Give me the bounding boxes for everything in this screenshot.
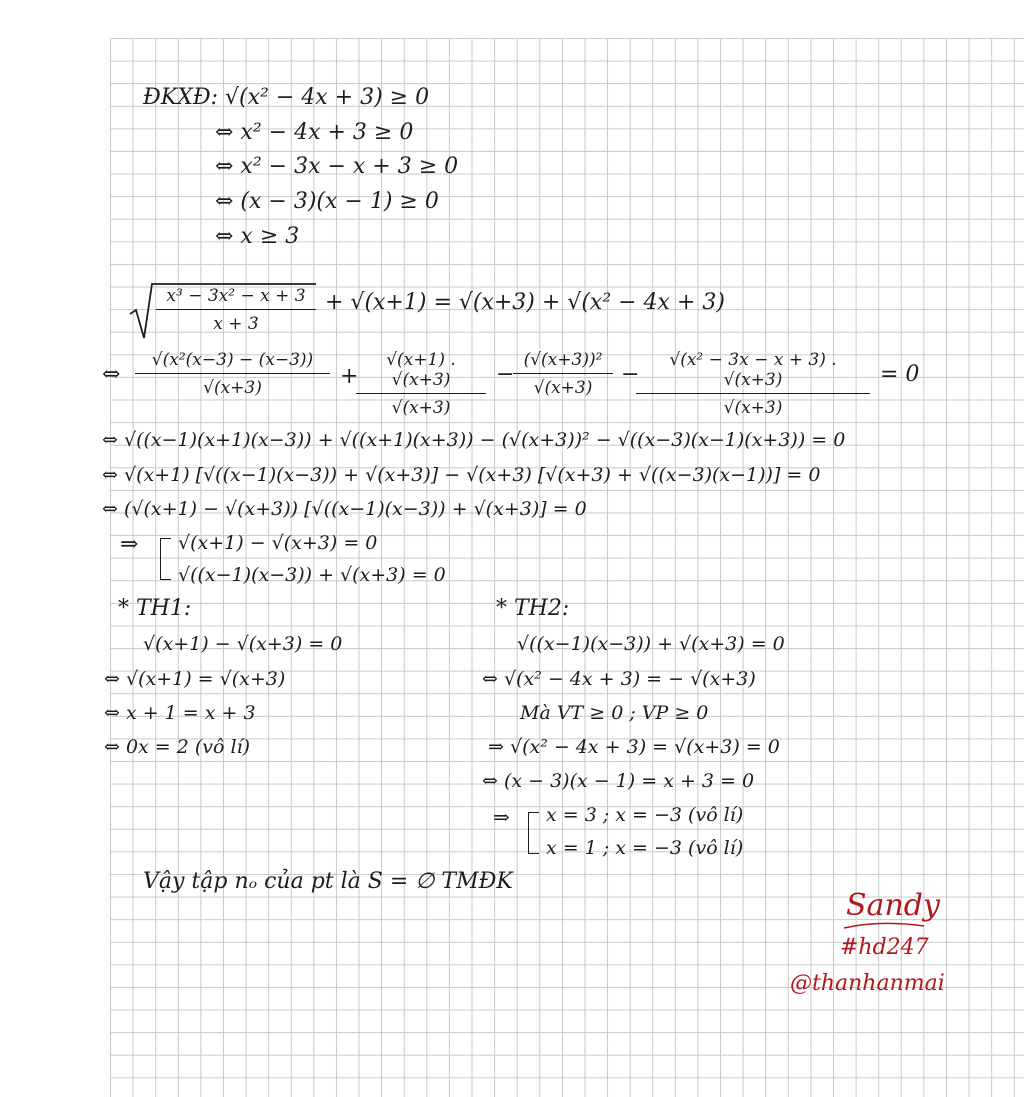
step4: ⇔ (√(x+1) − √(x+3)) [√((x−1)(x−3)) + √(x+3)] = 0 bbox=[102, 498, 587, 520]
main-equation-numerator: x³ − 3x² − x + 3 bbox=[156, 286, 316, 310]
case2-implies: ⇒ bbox=[493, 805, 510, 829]
step1-fraction-2-den: √(x+3) bbox=[391, 398, 451, 418]
case2-bracket bbox=[528, 812, 539, 854]
case1-line-2: ⇔ √(x+1) = √(x+3) bbox=[104, 668, 286, 690]
case2-line-5: ⇔ (x − 3)(x − 1) = x + 3 = 0 bbox=[482, 770, 755, 792]
step5-option-a: √(x+1) − √(x+3) = 0 bbox=[178, 532, 378, 554]
step5-option-b: √((x−1)(x−3)) + √(x+3) = 0 bbox=[178, 564, 446, 586]
signature-name: Sandy bbox=[846, 888, 940, 923]
step1-fraction-1-num: √(x²(x−3) − (x−3)) bbox=[135, 350, 330, 374]
step1-minus: − bbox=[496, 362, 515, 387]
step1-fraction-2 bbox=[356, 350, 486, 418]
step2: ⇔ √((x−1)(x+1)(x−3)) + √((x+1)(x+3)) − (√(x+3))² − √((x−3)(x−1)(x+3)) = 0 bbox=[102, 429, 846, 451]
step1-fraction-4 bbox=[636, 350, 870, 418]
step1-implies: ⇔ bbox=[102, 362, 121, 387]
step1-fraction-3-den: √(x+3) bbox=[533, 378, 593, 398]
step1-equals-zero: = 0 bbox=[880, 362, 920, 387]
step1-fraction-3 bbox=[513, 350, 613, 398]
main-equation-denominator: x + 3 bbox=[213, 314, 259, 334]
step3: ⇔ √(x+1) [√((x−1)(x−3)) + √(x+3)] − √(x+3) [√(x+3) + √((x−3)(x−1))] = 0 bbox=[102, 464, 821, 486]
case1-line-4: ⇔ 0x = 2 (vô lí) bbox=[104, 736, 251, 758]
condition-line-4: ⇔ (x − 3)(x − 1) ≥ 0 bbox=[215, 189, 439, 214]
signature-underline bbox=[840, 918, 930, 936]
case1-title: * TH1: bbox=[118, 596, 192, 621]
step1-fraction-2-num: √(x+1) . √(x+3) bbox=[356, 350, 486, 394]
main-equation-fraction bbox=[156, 286, 316, 334]
case2-option-a: x = 3 ; x = −3 (vô lí) bbox=[546, 804, 744, 826]
condition-line-3: ⇔ x² − 3x − x + 3 ≥ 0 bbox=[215, 154, 459, 179]
case2-line-4: ⇒ √(x² − 4x + 3) = √(x+3) = 0 bbox=[488, 736, 780, 758]
step5-implies: ⇒ bbox=[120, 532, 139, 557]
case2-option-b: x = 1 ; x = −3 (vô lí) bbox=[546, 837, 744, 859]
case2-line-2: ⇔ √(x² − 4x + 3) = − √(x+3) bbox=[482, 668, 756, 690]
signature-handle: @thanhanmai bbox=[790, 971, 945, 996]
main-equation-rhs: + √(x+1) = √(x+3) + √(x² − 4x + 3) bbox=[325, 290, 725, 315]
signature-tag: #hd247 bbox=[840, 935, 929, 960]
step1-fraction-3-num: (√(x+3))² bbox=[513, 350, 613, 374]
step1-fraction-4-den: √(x+3) bbox=[723, 398, 783, 418]
condition-line-5: ⇔ x ≥ 3 bbox=[215, 224, 300, 249]
case1-line-3: ⇔ x + 1 = x + 3 bbox=[104, 702, 256, 724]
case2-line-3: Mà VT ≥ 0 ; VP ≥ 0 bbox=[520, 702, 709, 724]
condition-line-1: ĐKXĐ: √(x² − 4x + 3) ≥ 0 bbox=[143, 85, 430, 110]
step1-fraction-1-den: √(x+3) bbox=[203, 378, 262, 398]
case2-title: * TH2: bbox=[496, 596, 570, 621]
case2-line-1: √((x−1)(x−3)) + √(x+3) = 0 bbox=[517, 633, 785, 655]
step1-fraction-4-num: √(x² − 3x − x + 3) . √(x+3) bbox=[636, 350, 870, 394]
condition-line-2: ⇔ x² − 4x + 3 ≥ 0 bbox=[215, 120, 414, 145]
case1-line-1: √(x+1) − √(x+3) = 0 bbox=[143, 633, 343, 655]
step5-bracket bbox=[160, 538, 171, 580]
step1-fraction-1 bbox=[135, 350, 330, 398]
step1-plus: + bbox=[340, 364, 359, 389]
conclusion: Vậy tập nₒ của pt là S = ∅ TMĐK bbox=[143, 869, 513, 894]
step1-minus-2: − bbox=[621, 362, 640, 387]
